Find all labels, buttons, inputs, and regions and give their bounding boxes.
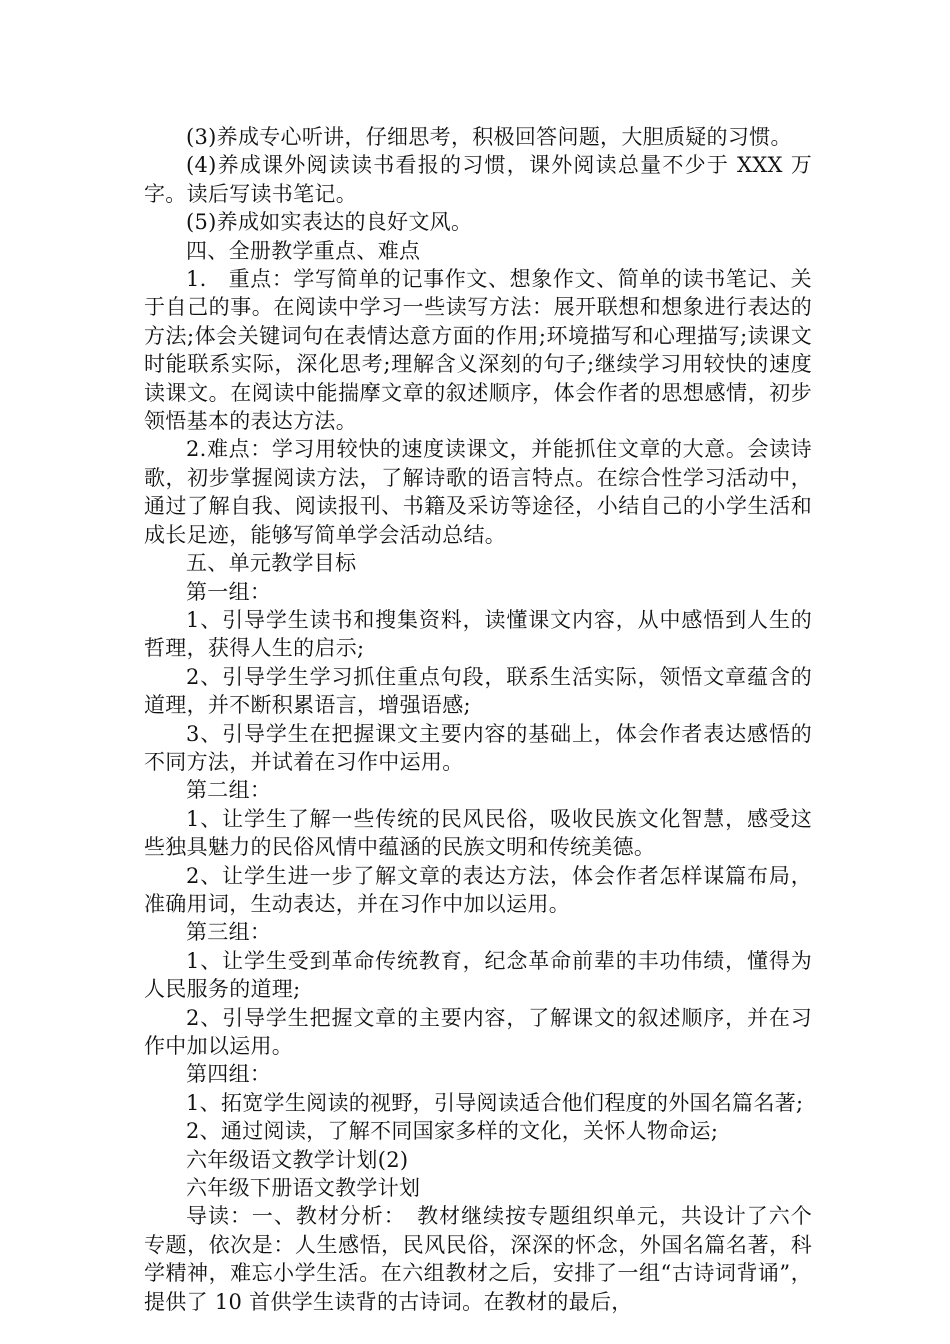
list-item: 2、通过阅读，了解不同国家多样的文化，关怀人物命运; [186, 1119, 719, 1144]
list-item: 1、让学生了解一些传统的民风民俗，吸收民族文化智慧，感受这些独具魅力的民俗风情中蕴涵的民族文明和传统美德。 [144, 806, 812, 860]
group-heading-3: 第三组： [186, 920, 272, 945]
list-item: 1、让学生受到革命传统教育，纪念革命前辈的丰功伟绩，懂得为人民服务的道理; [144, 948, 812, 1002]
list-item: 3、引导学生在把握课文主要内容的基础上，体会作者表达感悟的不同方法，并试着在习作中运用。 [144, 721, 812, 774]
paragraph-key-point: 1. 重点：学写简单的记事作文、想象作文、简单的读书笔记、关于自己的事。在阅读中学习一些读写方法：展开联想和想象进行表达的方法;体会关键词句在表情达意方面的作用;环境描写和心理描写;读课文时能联系实际，深化思考;理解含义深刻的句子;继续学习用较快的速度读课文。在阅读中能揣摩文章的叙述顺序，体会作者的思想感情，初步领悟基本的表达方法。 [144, 267, 812, 434]
section-heading-key-points: 四、全册教学重点、难点 [186, 238, 421, 263]
document-body [144, 123, 812, 1316]
group-heading-4: 第四组： [186, 1062, 272, 1087]
list-item: 2、引导学生把握文章的主要内容，了解课文的叙述顺序，并在习作中加以运用。 [144, 1005, 812, 1058]
group-heading-2: 第二组： [186, 778, 272, 803]
paragraph-habit-5: (5)养成如实表达的良好文风。 [186, 210, 473, 235]
list-item: 1、引导学生读书和搜集资料，读懂课文内容，从中感悟到人生的哲理，获得人生的启示; [144, 607, 812, 661]
paragraph-difficulty: 2.难点：学习用较快的速度读课文，并能抓住文章的大意。会读诗歌，初步掌握阅读方法，了解诗歌的语言特点。在综合性学习活动中，通过了解自我、阅读报刊、书籍及采访等途径，小结自己的小学生活和成长足迹，能够写简单学会活动总结。 [144, 437, 812, 547]
section-heading-unit-goals: 五、单元教学目标 [186, 551, 357, 576]
document-title: 六年级下册语文教学计划 [186, 1176, 421, 1201]
list-item: 2、让学生进一步了解文章的表达方法，体会作者怎样谋篇布局，准确用词，生动表达，并在习作中加以运用。 [144, 863, 812, 916]
paragraph-habit-3: (3)养成专心听讲，仔细思考，积极回答问题，大胆质疑的习惯。 [186, 125, 792, 149]
paragraph-intro: 导读：一、教材分析： 教材继续按专题组织单元，共设计了六个专题，依次是：人生感悟，民风民俗，深深的怀念，外国名篇名著，科学精神，难忘小学生活。在六组教材之后，安排了一组“古诗词背诵”，提供了 10 首供学生读背的古诗词。在教材的最后， [144, 1204, 812, 1314]
list-item: 1、拓宽学生阅读的视野，引导阅读适合他们程度的外国名篇名著; [186, 1090, 804, 1115]
paragraph-habit-4: (4)养成课外阅读读书看报的习惯，课外阅读总量不少于 XXX 万字。读后写读书笔记。 [144, 153, 812, 206]
group-heading-1: 第一组： [186, 579, 272, 604]
list-item: 2、引导学生学习抓住重点句段，联系生活实际，领悟文章蕴含的道理，并不断积累语言，增强语感; [144, 664, 812, 718]
document-subtitle: 六年级语文教学计划(2) [186, 1147, 409, 1172]
